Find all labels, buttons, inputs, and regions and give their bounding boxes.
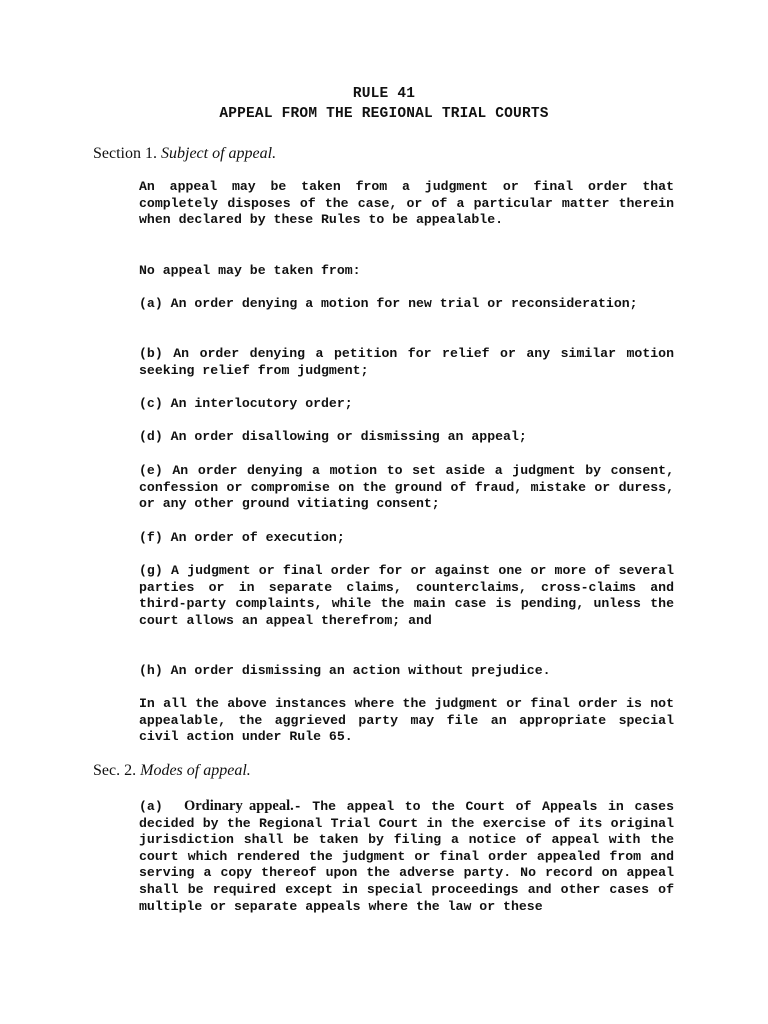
list-item-b: (b) An order denying a petition for relief or any similar motion seeking relief from judgment; [139, 346, 674, 378]
item-a-marker: (a) [139, 799, 163, 814]
list-item-f: (f) An order of execution; [139, 530, 345, 545]
section-1-closing-paragraph: In all the above instances where the judgment or final order is not appealable, the aggrieved party may file an appropriate special civil action under Rule 65. [139, 696, 674, 745]
list-item-c: (c) An interlocutory order; [139, 396, 353, 411]
section-2-item-a [139, 798, 674, 915]
section-2-heading [93, 762, 251, 780]
section-1-caption: Subject of appeal. [161, 145, 277, 162]
list-item-e: (e) An order denying a motion to set aside a judgment by consent, confession or compromise on the ground of fraud, mistake or duress, or any other ground vitiating consent; [139, 463, 674, 512]
section-1-label: Section 1. [93, 145, 157, 162]
section-1-heading [93, 145, 276, 163]
section-2-label: Sec. 2. [93, 762, 137, 779]
rule-title: APPEAL FROM THE REGIONAL TRIAL COURTS [219, 106, 549, 122]
list-item-h: (h) An order dismissing an action without prejudice. [139, 663, 551, 678]
section-1-paragraph: An appeal may be taken from a judgment or final order that completely disposes of the case, or of a particular matter therein when declared by these Rules to be appealable. [139, 179, 674, 228]
list-item-d: (d) An order disallowing or dismissing an appeal; [139, 429, 527, 444]
list-item-a: (a) An order denying a motion for new trial or reconsideration; [139, 296, 638, 311]
section-2-caption: Modes of appeal. [140, 762, 251, 779]
section-1-paragraph: No appeal may be taken from: [139, 263, 361, 278]
item-a-text: - The appeal to the Court of Appeals in cases decided by the Regional Trial Court in the exercise of its original jurisdiction shall be taken by filing a notice of appeal with the court which rendered the judgment or final order appealed from and serving a copy thereof upon the adverse party. No record on appeal shall be required except in special proceedings and other cases of multiple or separate appeals where the law or these [139, 799, 675, 914]
rule-number: RULE 41 [352, 86, 416, 102]
list-item-g: (g) A judgment or final order for or against one or more of several parties or in separate claims, counterclaims, cross-claims and third-party complaints, while the main case is pending, unless the court allows an appeal therefrom; and [139, 563, 674, 628]
item-a-subheading: Ordinary appeal. [183, 798, 294, 814]
